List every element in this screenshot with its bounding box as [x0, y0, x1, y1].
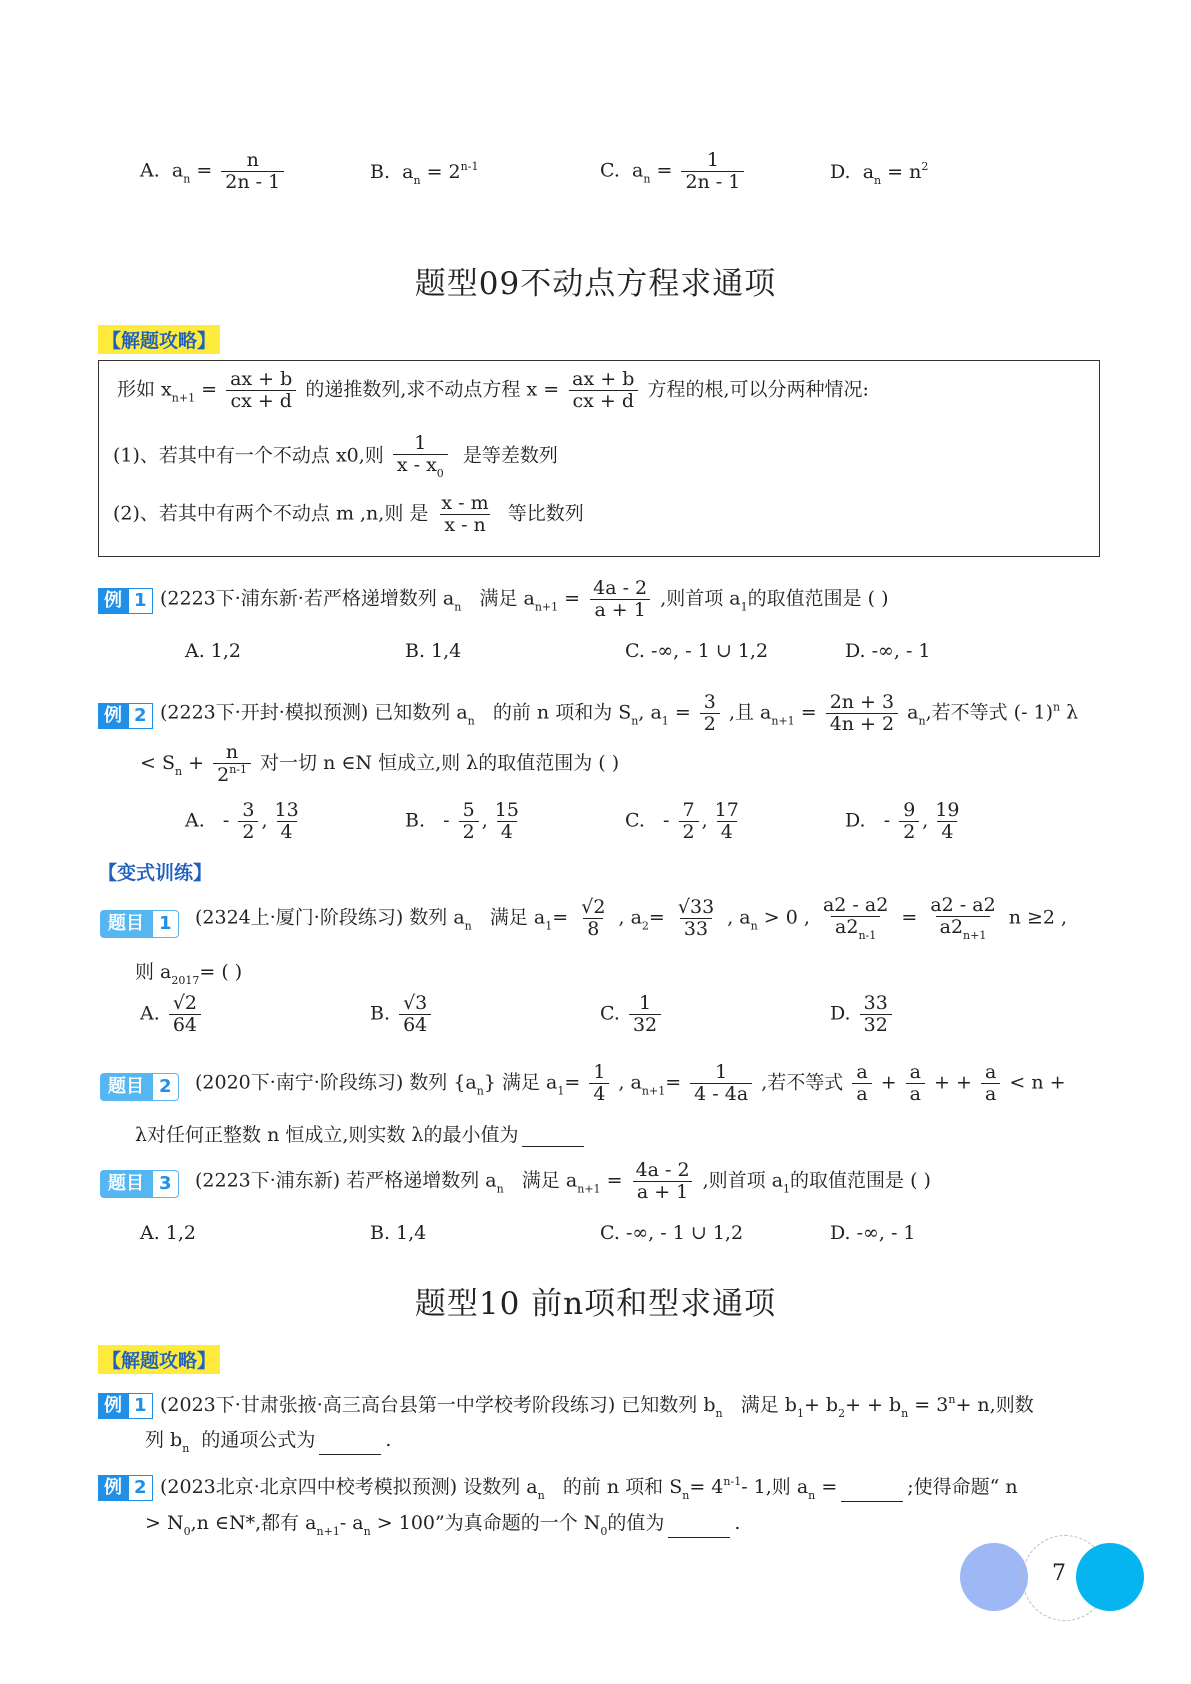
section-10-example-1-line-2: 列 $b_n$ 的通项公式为 .	[145, 1429, 392, 1455]
section-10-example-1-badge: 例 1	[98, 1393, 153, 1419]
question-3-option-a: A. 1,2	[140, 1222, 197, 1244]
strategy-tag-10: 【解题攻略】	[98, 1345, 220, 1374]
decor-circle-light	[960, 1543, 1028, 1611]
page-number: 7	[1052, 1561, 1066, 1586]
question-2-badge: 题目 2	[100, 1073, 179, 1101]
question-3-option-b: B. 1,4	[370, 1222, 427, 1244]
strategy-line-2: (1)、若其中有一个不动点 x0,则 $\frac{1}{x - x_0}$ 是等差数列	[113, 432, 558, 480]
example-2-option-b: B. - $\frac{5}{2}$ , $\frac{15}{4}$	[405, 799, 519, 843]
question-2-line-1: (2020下·南宁·阶段练习) 数列 $\{a_n\}$ 满足 $a_1=$ $\frac{1}{4}$ , $a_{n+1}=$ $\frac{1}{4 - 4a}$ ,若不等式 $\frac{a}{a}$ + $\frac{a}{a}$ + + $\frac{a}{a}$ < n +	[195, 1061, 1066, 1105]
section-09-title: 题型09不动点方程求通项	[414, 266, 777, 302]
section-10-example-1-line-1: (2023下·甘肃张掖·高三高台县第一中学校考阶段练习) 已知数列 $b_n$ 满足 $b_1+ b_2+ + b_n = 3^n+ n$,则数	[160, 1393, 1034, 1420]
question-3-option-d: D. -∞, - 1	[830, 1222, 916, 1244]
example-2-badge: 例 2	[98, 703, 153, 729]
example-2-line-2: < $S_n$ + $\frac{n}{2^{n-1}}$ 对一切 n ∈N 恒成立,则 λ的取值范围为 ( )	[140, 741, 620, 786]
example-2-line-1: (2223下·开封·模拟预测) 已知数列 $a_n$ 的前 n 项和为 $S_n$, $a_1$ = $\frac{3}{2}$ ,且 $a_{n+1}$ = $\frac{2n + 3}{4n + 2}$ $a_n$,若不等式 (- 1)$^n$ λ	[160, 691, 1079, 735]
question-3-badge: 题目 3	[100, 1170, 179, 1198]
question-3-option-c: C. -∞, - 1 ∪ 1,2	[600, 1222, 744, 1244]
example-1-option-d: D. -∞, - 1	[845, 640, 931, 662]
example-1-option-a: A. 1,2	[185, 640, 242, 662]
question-3-text: (2223下·浦东新) 若严格递增数列 $a_n$ 满足 $a_{n+1}$ = $\frac{4a - 2}{a + 1}$ ,则首项 $a_1$的取值范围是 ( )	[195, 1159, 931, 1203]
strategy-line-3: (2)、若其中有两个不动点 m ,n,则 是 $\frac{x - m}{x - n}$ 等比数列	[113, 492, 584, 536]
variant-training-tag: 【变式训练】	[98, 862, 213, 884]
top-option-a: A. $a_n$ = $\frac{n}{2n - 1}$	[140, 150, 287, 193]
top-option-b: B. $a_n = 2^{n-1}$	[370, 160, 479, 187]
section-10-example-2-line-2: > $N_0,n$ ∈N*,都有 $a_{n+1}-$ $a_n > 100$”为真命题的一个 $N_0$的值为 .	[145, 1512, 741, 1538]
answer-blank	[522, 1128, 584, 1147]
strategy-box-09	[98, 360, 1100, 557]
example-1-text: (2223下·浦东新·若严格递增数列 $a_n$ 满足 $a_{n+1}$ = $\frac{4a - 2}{a + 1}$ ,则首项 $a_1$的取值范围是 ( )	[160, 577, 889, 621]
answer-blank	[841, 1483, 903, 1502]
question-1-option-d: D. $\frac{33}{32}$	[830, 993, 895, 1036]
answer-blank	[319, 1436, 381, 1455]
question-1-line-2: 则 $a_{2017}=$ ( )	[135, 961, 243, 987]
section-10-example-2-badge: 例 2	[98, 1475, 153, 1501]
question-1-option-c: C. $\frac{1}{32}$	[600, 993, 664, 1036]
decor-circle-cyan	[1076, 1543, 1144, 1611]
strategy-tag-09: 【解题攻略】	[98, 325, 220, 354]
question-1-line-1: (2324上·厦门·阶段练习) 数列 $a_n$ 满足 $a_1=$ $\frac{√2}{8}$ , $a_2=$ $\frac{√33}{33}$ , $a_n > 0$ , $\frac{a2 - a2}{a2_{n-1}}$ = $\frac{a2 - a2}{a2_{n+1}}$ n ≥2 ,	[195, 894, 1068, 942]
example-2-option-d: D. - $\frac{9}{2}$ , $\frac{19}{4}$	[845, 799, 960, 843]
top-option-c: C. $a_n$ = $\frac{1}{2n - 1}$	[600, 150, 747, 193]
example-1-option-b: B. 1,4	[405, 640, 462, 662]
question-1-option-b: B. $\frac{√3}{64}$	[370, 993, 434, 1036]
section-10-title: 题型10 前n项和型求通项	[414, 1286, 777, 1322]
question-1-badge: 题目 1	[100, 910, 179, 938]
page-number-badge	[960, 1535, 1140, 1625]
example-2-option-a: A. - $\frac{3}{2}$ , $\frac{13}{4}$	[185, 799, 299, 843]
question-2-line-2: λ对任何正整数 n 恒成立,则实数 λ的最小值为	[135, 1120, 588, 1147]
strategy-line-1: 形如 $x_{n+1}$ = $\frac{ax + b}{cx + d}$ 的递推数列,求不动点方程 x = $\frac{ax + b}{cx + d}$ 方程的根,可以分两种情况:	[117, 368, 869, 412]
top-option-d: D. $a_n = n^2$	[830, 160, 929, 187]
section-10-example-2-line-1: (2023北京·北京四中校考模拟预测) 设数列 $a_n$ 的前 n 项和 $S_n= 4^{n-1}-$ 1,则 $a_n$ = ;使得命题“ n	[160, 1475, 1018, 1502]
example-2-option-c: C. - $\frac{7}{2}$ , $\frac{17}{4}$	[625, 799, 739, 843]
answer-blank	[668, 1519, 730, 1538]
example-1-badge: 例 1	[98, 588, 153, 614]
example-1-option-c: C. -∞, - 1 ∪ 1,2	[625, 640, 769, 662]
question-1-option-a: A. $\frac{√2}{64}$	[140, 993, 204, 1036]
